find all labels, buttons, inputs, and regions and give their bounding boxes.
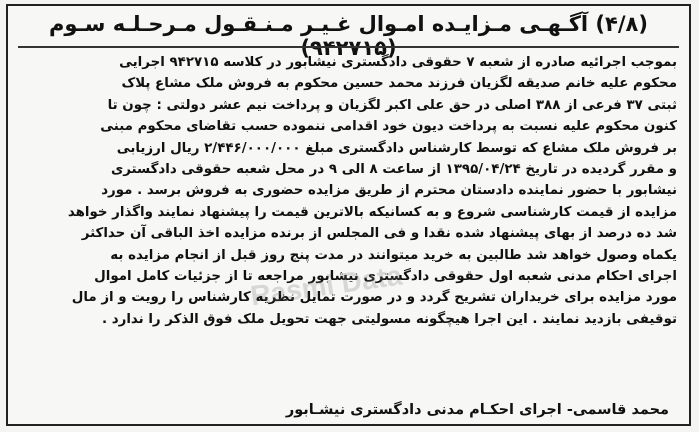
body-line: محکوم علیه خانم صدیقه لگزیان فرزند محمد حسین محکوم به فروش ملک مشاع پلاک bbox=[121, 76, 677, 92]
body-line: نیشابور با حضور نماینده دادستان محترم از طریق مزایده حضوری به فروش برسد . مورد bbox=[101, 183, 677, 199]
notice-body bbox=[20, 52, 677, 330]
body-line: اجرای احکام مدنی شعبه اول حقوقی دادگستری نیشابور مراجعه تا از جزئیات کامل اموال bbox=[94, 269, 677, 285]
title-divider bbox=[18, 46, 679, 48]
notice-frame bbox=[6, 4, 691, 426]
body-line: مزایده از قیمت کارشناسی شروع و به کسانیکه بالاترین قیمت را پیشنهاد نمایند واگذار خواهد bbox=[67, 204, 677, 220]
body-line: شد ده درصد از بهای پیشنهاد شده نقدا و فی المجلس از برنده مزایده اخذ الباقی آن حداکثر bbox=[81, 226, 677, 242]
notice-title: (۴/۸) آگـهـی مـزایـده امـوال غـیـر مـنـقـول مـرحـلـه سـوم (۹۴۲۷۱۵) bbox=[49, 12, 648, 60]
body-line: مورد مزایده برای خریداران تشریح گردد و در صورت تمایل نظریه کارشناس را رویت و از مال bbox=[71, 290, 677, 306]
body-line: بر فروش ملک مشاع که توسط کارشناس دادگستری مبلغ ۲/۴۴۶/۰۰۰/۰۰۰ ریال ارزیابی bbox=[116, 140, 677, 156]
body-line: توقیفی بازدید نمایند . این اجرا هیچگونه مسولیتی جهت تحویل ملک فوق الذکر را ندارد . bbox=[101, 311, 677, 327]
body-line: کنون محکوم علیه نسبت به پرداخت دیون خود اقدامی ننموده حسب تقاضای محکوم مبنی bbox=[100, 119, 677, 135]
body-line: بموجب اجرائیه صادره از شعبه ۷ حقوقی دادگستری نیشابور در کلاسه ۹۴۲۷۱۵ اجرایی bbox=[119, 55, 677, 70]
notice-signature: محمد قاسمی- اجرای احکـام مدنی دادگستری نیشـابور bbox=[285, 402, 669, 418]
body-line: یکماه وصول خواهد شد طالبین به خرید میتوانند در مدت پنج روز قبل از انجام مزایده به bbox=[110, 247, 677, 263]
body-line: ثبتی ۳۷ فرعی از ۳۸۸ اصلی در حق علی اکبر لگزیان و پرداخت نیم عشر دولتی : چون تا bbox=[107, 97, 677, 113]
watermark: Rasmi Data bbox=[248, 259, 404, 312]
body-line: و مقرر گردیده در تاریخ ۱۳۹۵/۰۴/۲۴ از ساعت ۸ الی ۹ در محل شعبه حقوقی دادگستری bbox=[110, 162, 677, 178]
